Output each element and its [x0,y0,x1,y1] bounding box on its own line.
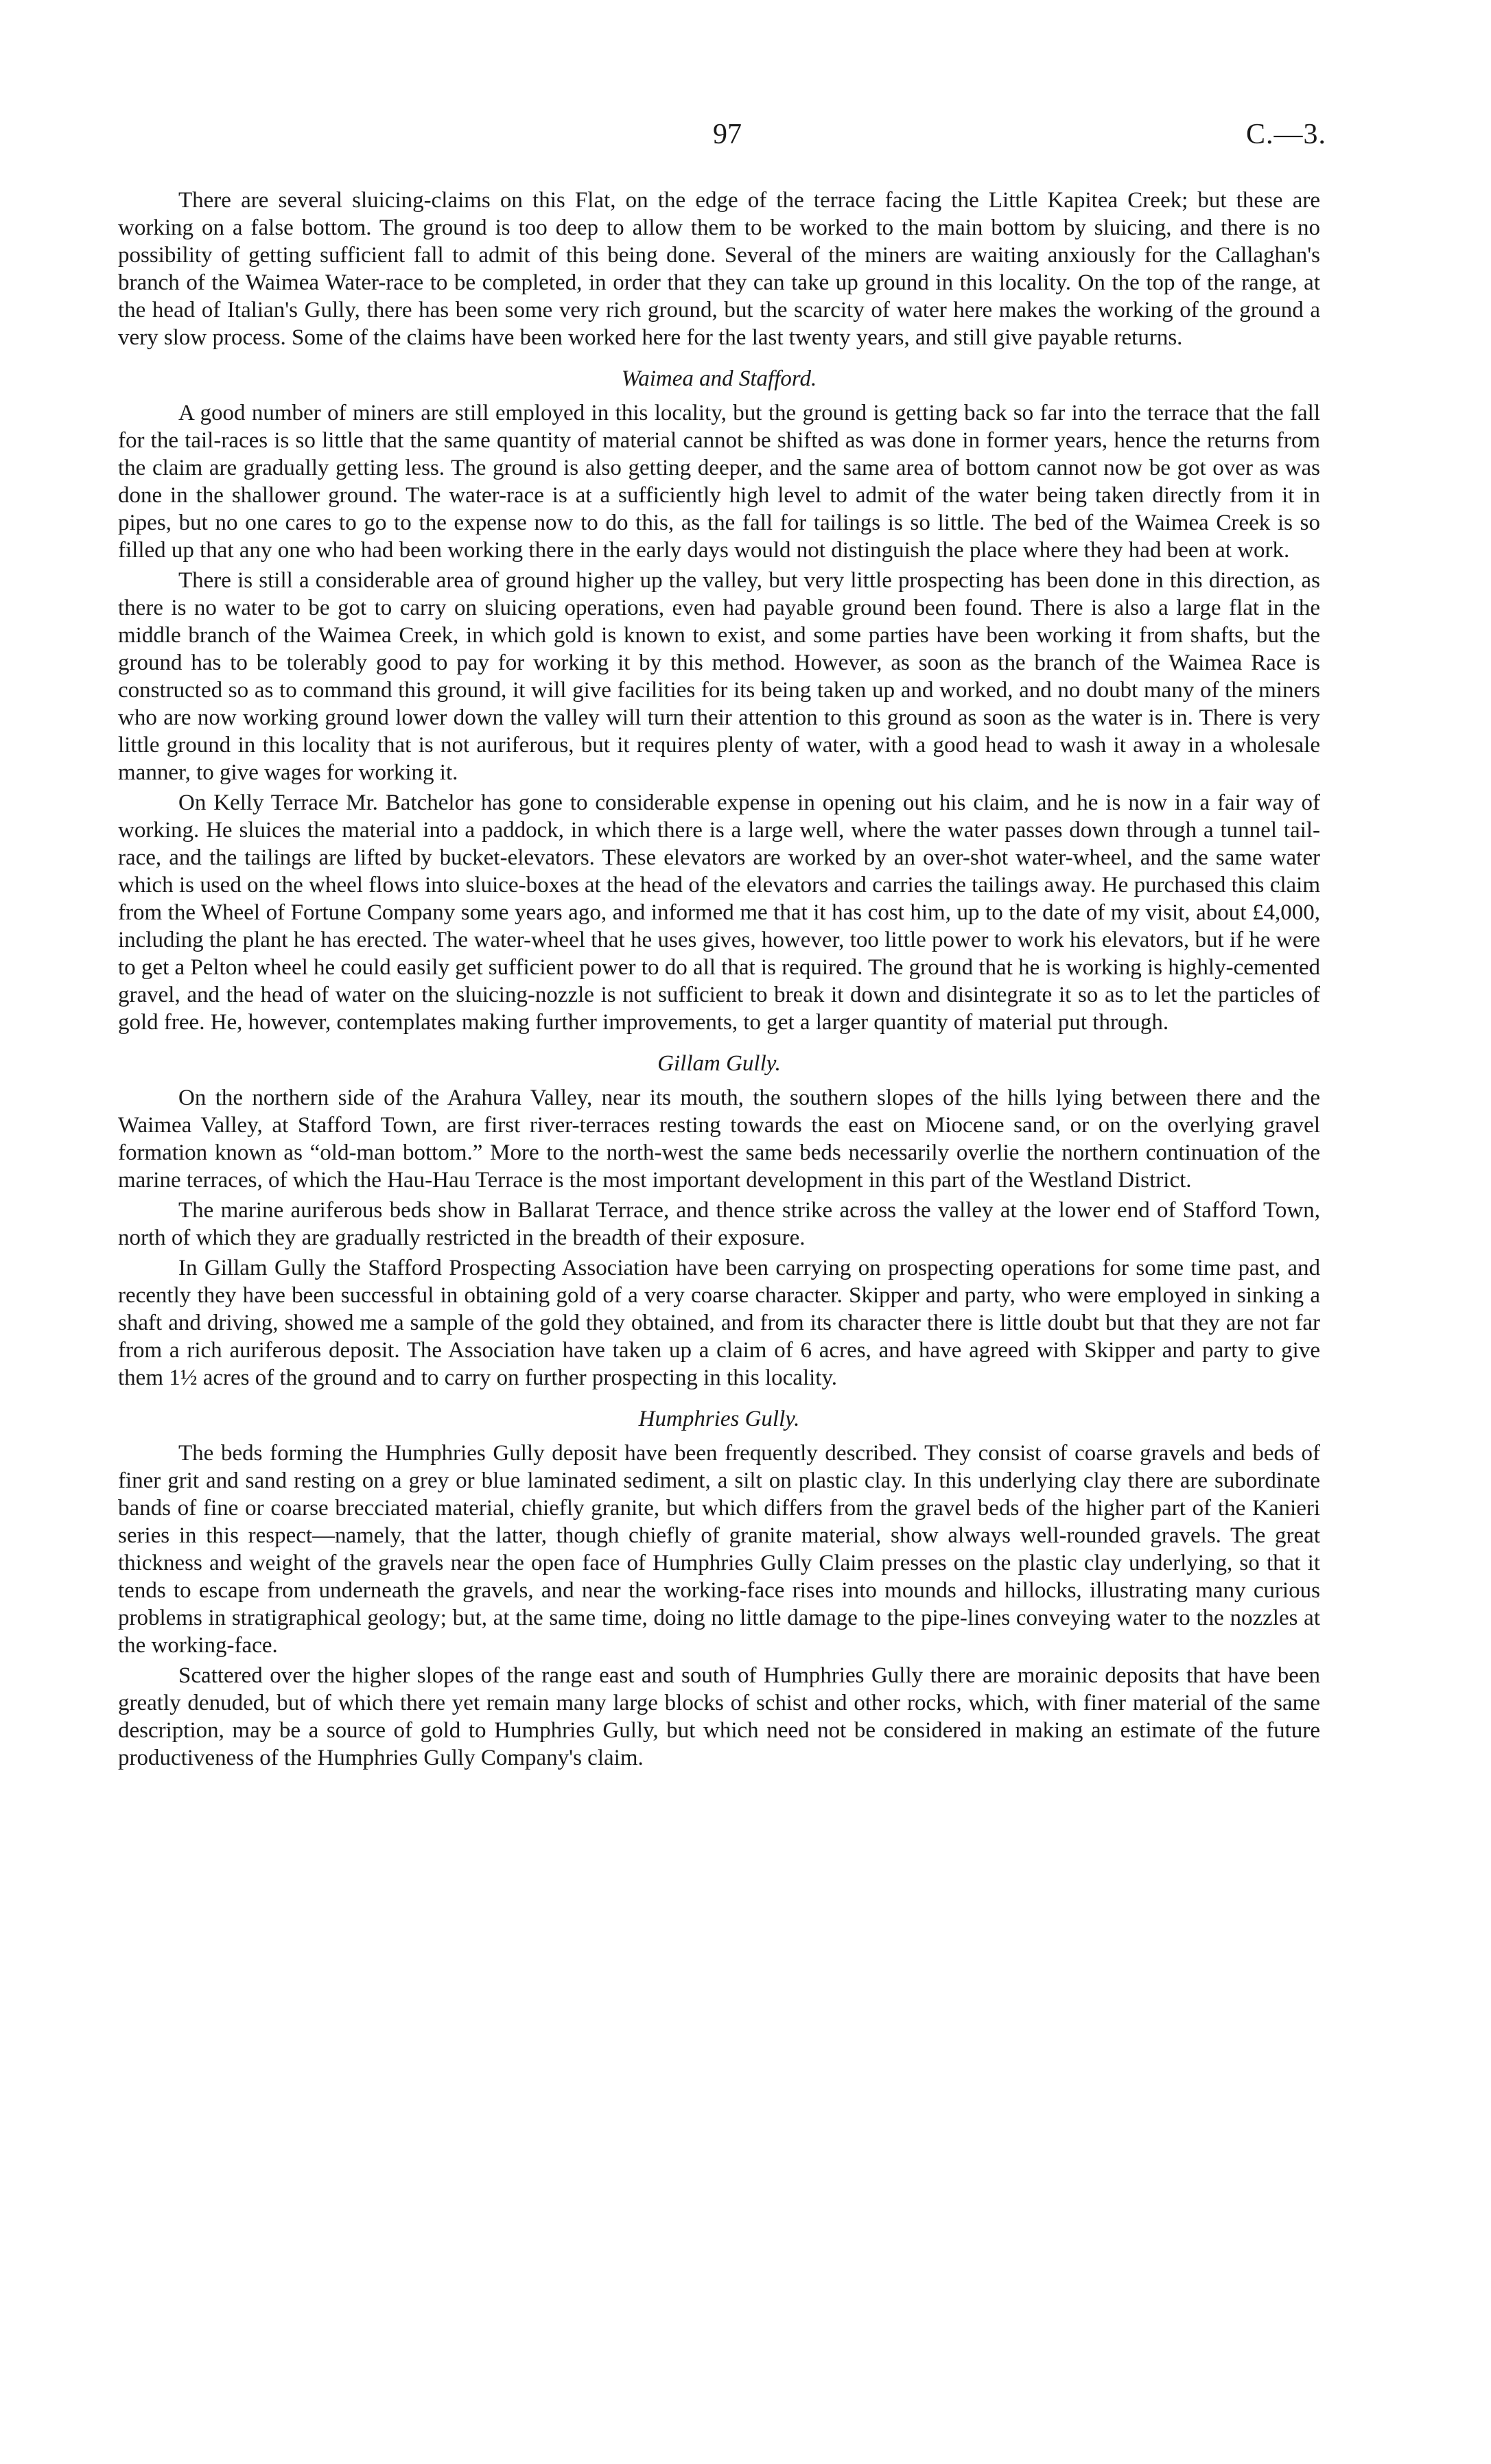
section-heading-humphries-gully: Humphries Gully. [638,1407,800,1431]
paragraph: A good number of miners are still employed in this locality, but the ground is getting back so far into the terrace that the fall for the tail-races is so little that the same quantity of material cannot be shifted as was done in former years, hence the returns from the claim are gradually getting less. The ground is also getting deeper, and the same area of bottom cannot now be got over as was done in the shallower ground. The water-race is at a sufficiently high level to admit of the water being taken directly from it in pipes, but no one cares to go to the expense now to do this, as the fall for tailings is so little. The bed of the Waimea Creek is so filled up that any one who had been working there in the early days would not distinguish the place where they had been at work. [118,401,1320,563]
paragraph: Scattered over the higher slopes of the range east and south of Humphries Gully there are morainic deposits that have been greatly denuded, but of which there yet remain many large blocks of schist and other rocks, which, with finer material of the same description, may be a source of gold to Humphries Gully, but which need not be considered in making an estimate of the future productiveness of the Humphries Gully Company's claim. [118,1663,1320,1770]
section-heading-waimea-stafford: Waimea and Stafford. [621,366,817,391]
page-number: 97 [713,119,742,150]
paragraph: The marine auriferous beds show in Ballarat Terrace, and thence strike across the valley at the lower end of Stafford Town, north of which they are gradually restricted in the breadth of their exposure. [118,1198,1320,1250]
section-heading-gillam-gully: Gillam Gully. [657,1051,781,1076]
paragraph: The beds forming the Humphries Gully deposit have been frequently described. They consist of coarse gravels and beds of finer grit and sand resting on a grey or blue laminated sediment, a silt on plastic clay. In this underlying clay there are subordinate bands of fine or coarse brecciated material, chiefly granite, but which differs from the gravel beds of the higher part of the Kanieri series in this respect—namely, that the latter, though chiefly of granite material, show always well-rounded gravels. The great thickness and weight of the gravels near the open face of Humphries Gully Claim presses on the plastic clay underlying, so that it tends to escape from underneath the gravels, and near the working-face rises into mounds and hillocks, illustrating many curious problems in stratigraphical geology; but, at the same time, doing no little damage to the pipe-lines conveying water to the nozzles at the working-face. [118,1441,1320,1658]
body-text [118,187,1320,1772]
paragraph: On the northern side of the Arahura Valley, near its mouth, the southern slopes of the hills lying between there and the Waimea Valley, at Stafford Town, are first river-terraces resting towards the east on Miocene sand, or on the overlying gravel formation known as “old-man bottom.” More to the north-west the same beds necessarily overlie the northern continuation of the marine terraces, of which the Hau-Hau Terrace is the most important development in this part of the Westland District. [118,1086,1320,1193]
paragraph: In Gillam Gully the Stafford Prospecting Association have been carrying on prospecting operations for some time past, and recently they have been successful in obtaining gold of a very coarse character. Skipper and party, who were employed in sinking a shaft and driving, showed me a sample of the gold they obtained, and from its character there is little doubt but that they are not far from a rich auriferous deposit. The Association have taken up a claim of 6 acres, and have agreed with Skipper and party to give them 1½ acres of the ground and to carry on further prospecting in this locality. [118,1256,1320,1390]
paragraph: There are several sluicing-claims on this Flat, on the edge of the terrace facing the Little Kapitea Creek; but these are working on a false bottom. The ground is too deep to allow them to be worked to the main bottom by sluicing, and there is no possibility of getting sufficient fall to admit of this being done. Several of the miners are waiting anxiously for the Callaghan's branch of the Waimea Water-race to be completed, in order that they can take up ground in this locality. On the top of the range, at the head of Italian's Gully, there has been some very rich ground, but the scarcity of water here makes the working of the ground a very slow process. Some of the claims have been worked here for the last twenty years, and still give payable returns. [118,188,1320,350]
paragraph: There is still a considerable area of ground higher up the valley, but very little prospecting has been done in this direction, as there is no water to be got to carry on sluicing operations, even had payable ground been found. There is also a large flat in the middle branch of the Waimea Creek, in which gold is known to exist, and some parties have been working it from shafts, but the ground has to be tolerably good to pay for working it by this method. However, as soon as the branch of the Waimea Race is constructed so as to command this ground, it will give facilities for its being taken up and worked, and no doubt many of the miners who are now working ground lower down the valley will turn their attention to this ground as soon as the water is in. There is very little ground in this locality that is not auriferous, but it requires plenty of water, with a good head to wash it away in a wholesale manner, to give wages for working it. [118,568,1320,785]
paragraph: On Kelly Terrace Mr. Batchelor has gone to considerable expense in opening out his claim, and he is now in a fair way of working. He sluices the material into a paddock, in which there is a large well, where the water passes down through a tunnel tail-race, and the tailings are lifted by bucket-elevators. These elevators are worked by an over-shot water-wheel, and the same water which is used on the wheel flows into sluice-boxes at the head of the elevators and carries the tailings away. He purchased this claim from the Wheel of Fortune Company some years ago, and informed me that it has cost him, up to the date of my visit, about £4,000, including the plant he has erected. The water-wheel that he uses gives, however, too little power to work his elevators, but if he were to get a Pelton wheel he could easily get sufficient power to do all that is required. The ground that he is working is highly-cemented gravel, and the head of water on the sluicing-nozzle is not sufficient to break it down and disintegrate it so as to let the particles of gold free. He, however, contemplates making further improvements, to get a larger quantity of material put through. [118,790,1320,1035]
document-reference: C.—3. [1245,119,1326,150]
